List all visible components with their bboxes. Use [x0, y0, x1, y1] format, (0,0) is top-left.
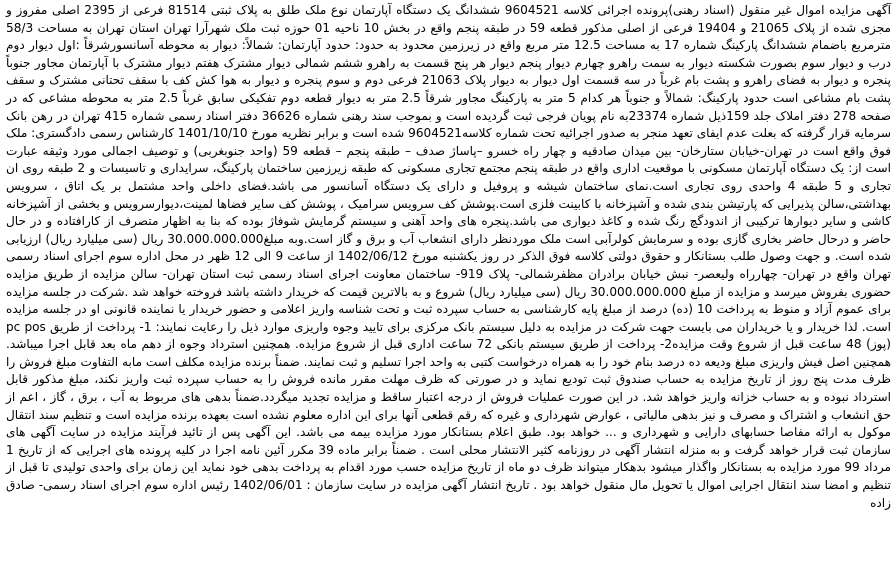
notice-body-text: آگهی مزایده اموال غیر منقول (اسناد رهنی)پرونده اجرائی کلاسه 9604521 ششدانگ یک دستگاه آپارتمان نوع ملک طلق به پلاک ثبتی 81514 فرعی از 2395 اصلی مفروز و مجزی شده از پلاک 21065 و 19404 فرعی از اصلی مذکور قطعه 59 در طبقه پنجم واقع در بخش 10 ناحیه 01 حوزه ثبت ملک شهرآرا تهران استان تهران به مساحت 58/3 مترمربع باضمام ششدانگ پارکینگ شماره 17 به مساحت 12.5 متر مربع واقع در زیرزمین محدود به حدود: حدود آپارتمان: شمالاً: دیوار به محوطه آسانسورشرقاً :اول دیوار دوم درب و دیوار سوم بصورت شکسته دیوار به سمت راهرو چهارم دیوار پنجم دیوار هر پنج قسمت به راهرو ششم شمالی دیوار مشترک هفتم دیوار مشترک با آپارتمان مجاور جنوباً پنجره و دیوار به فضای راهرو و پشت بام غرباً در سه قسمت اول دیوار به دیوار پلاک 21063 فرعی دوم و سوم پنجره و دیوار به هوا کش کف با سقف تحتانی مشترک و سقف پشت بام مشاعی است حدود پارکینگ: شمالاً و جنوباً هر کدام 5 متر به پارکینگ مجاور شرقاً 2.5 متر به دیوار قطعه دوم تفکیکی سابق غرباً 2.5 متر به محوطه مشاعی که در صفحه 278 دفتر املاک جلد 159ذیل شماره 23374به نام پویان فرجی ثبت گردیده است و بموجب سند رهنی شماره 36626 دفتر اسناد رسمی شماره 415 تهران در رهن بانک سرمایه قرار گرفته که بعلت عدم ایفای تعهد منجر به صدور اجرائیه تحت شماره کلاسه9604521 شده است و برابر نظریه مورخ 1401/10/10 کارشناس رسمی دادگستری: ملک فوق واقع است در تهران-خیابان ستارخان- بین میدان صادقیه و چهار راه خسرو –پاساژ صدف – طبقه پنجم – قطعه 59 (واحد جنوبغربی) و توصیف اجمالی مورد وثیقه عبارت است از: یک دستگاه آپارتمان مسکونی با موقعیت اداری واقع در طبقه پنجم مجتمع تجاری مسکونی که طبقه زیرزمین ساختمان پارکینگ، سرایداری و تاسیسات و 2 طبقه روی ان تجاری و 5 طبقه 4 واحدی روی تجاری است.نمای ساختمان شیشه و پروفیل و دارای یک دستگاه آسانسور می باشد.فضای داخلی واحد مشتمل بر یک اتاق ، سرویس بهداشتی،سالن پذیرایی که پارتیشن بندی شده و آشپزخانه با کابینت فلزی است.پوشش کف سرویس سرامیک ، پوشش کف سایر فضاها لمینت،دیوارسرویس و بخشی از آشپزخانه کاشی و سایر دیوارها ترکیبی از اندودگچ رنگ شده و کاغذ دیواری می باشد.پنجره های واحد آهنی و سیستم گرمایش شوفاژ بوده که بنا به اظهار متصرف از کارافتاده و در حال حاضر و درحال حاضر بخاری گازی بوده و سرمایش کولرآبی است ملک موردنظر دارای انشعاب آب و برق و گاز است.وبه مبلغ30.000.000.000 ریال (سی میلیارد ریال) ارزیابی شده است. و جهت وصول طلب بستانکار و حقوق دولتی کلاسه فوق الذکر در روز یکشنبه مورخ 1402/06/12 از ساعت 9 الی 12 ظهر در محل اداره سوم اجرای اسناد رسمی تهران واقع در تهران- چهارراه ولیعصر- نبش خیابان برادران مظفرشمالی- پلاک 919- ساختمان معاونت اجرای اسناد رسمی ثبت استان تهران- سالن مزایده از طریق مزایده حضوری بفروش میرسد و مزایده از مبلغ 30.000.000.000 ریال (سی میلیارد ریال) شروع و به بالاترین قیمت که خریدار داشته باشد فروخته خواهد شد .شرکت در جلسه مزایده برای عموم آزاد و منوط به پرداخت 10 (ده) درصد از مبلغ پایه کارشناسی به حساب سپرده ثبت و تحت شناسه واریز اعلامی و حضور خریدار یا نماینده قانونی او در جلسه مزایده است. لذا خریدار و یا خریداران می بایست جهت شرکت در مزایده به دلیل سیستم بانک مرکزی برای تایید وجوه واریزی موارد ذیل را رعایت نمایند: 1- پرداخت از طریق pc pos (پوز) 48 ساعت قبل از شروع وقت مزایده2- پرداخت از طریق سیستم بانکی 72 ساعت اداری قبل از شروع مزایده. همچنین استرداد وجوه از دهم ماه بعد قابل اجرا میباشد. همچنین اصل فیش واریزی مبلغ ودیعه ده درصد بنام خود را به همراه درخواست کتبی به واحد اجرا تسلیم و ثبت نمایند. ضمناً برنده مزایده مکلف است مابه التفاوت مبلغ فروش را ظرف مدت پنج روز از تاریخ مزایده به حساب صندوق ثبت تودیع نماید و در صورتی که ظرف مهلت مقرر مانده فروش را به حساب سپرده ثبت واریز نکند، مبلغ مذکور قابل استرداد نبوده و به حساب خزانه واریز خواهد شد. در این صورت عملیات فروش از درجه اعتبار ساقط و مزایده تجدید میگردد.ضمناً بدهی های مربوط به آب ، برق ، گاز ، اعم از حق انشعاب و اشتراک و مصرف و نیز بدهی مالیاتی ، عوارض شهرداری و غیره که رقم قطعی آنها برای این اداره معلوم نشده است بعهده برنده مزایده است و تنظیم سند انتقال موکول به ارائه مفاصا حسابهای دارایی و شهرداری و ... خواهد بود. طبق اعلام بستانکار مورد مزایده بیمه می باشد. این آگهی پس از تائید فرآیند مزایده در سایت آگهی های سازمان ثبت قرار خواهد گرفت و به منزله انتشار آگهی در روزنامه کثیر الانتشار محلی است . ضمناً برابر ماده 39 مکرر آئین نامه اجرا در کلیه پرونده های اجرایی که از تاریخ 1 مرداد 99 مورد مزایده به بستانکار واگذار میشود بدهکار میتواند ظرف دو ماه از تاریخ مزایده حسب مورد اقدام به پرداخت بدهی خود نماید این زمان برای واحدی تولیدی تا قبل از تنظیم و امضا سند انتقال اجرایی اموال یا تحویل مال منقول خواهد بود . تاریخ انتشار آگهی مزایده در سایت سازمان : 1402/06/01 رئیس اداره سوم اجرای اسناد رسمی- صادق زاده [6, 3, 892, 510]
